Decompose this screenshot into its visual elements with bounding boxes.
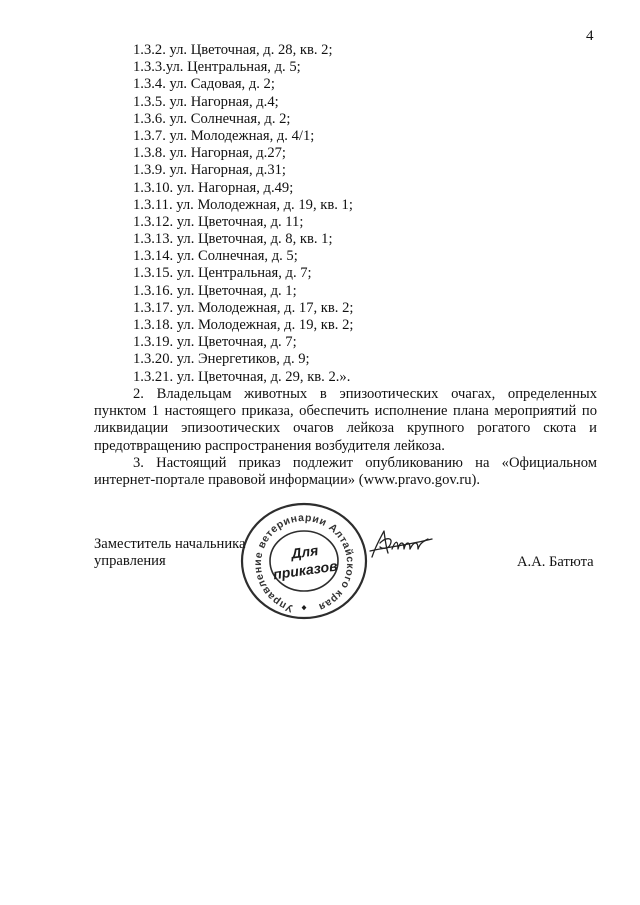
stamp-center-line-2: приказов: [272, 557, 339, 583]
address-item: 1.3.2. ул. Цветочная, д. 28, кв. 2;: [133, 42, 333, 58]
official-stamp-icon: [236, 499, 372, 623]
stamp-center-line-1: Для: [290, 542, 320, 562]
address-item: 1.3.3.ул. Центральная, д. 5;: [133, 59, 301, 76]
address-item: 1.3.13. ул. Цветочная, д. 8, кв. 1;: [133, 231, 333, 248]
signatory-title-line-1: Заместитель начальника: [94, 536, 246, 552]
stamp-ring-text: Управление ветеринарии Алтайского края: [251, 511, 357, 615]
address-item: 1.3.8. ул. Нагорная, д.27;: [133, 145, 286, 162]
address-item: 1.3.21. ул. Цветочная, д. 29, кв. 2.».: [133, 368, 351, 385]
address-item: 1.3.19. ул. Цветочная, д. 7;: [133, 334, 297, 351]
address-item: 1.3.6. ул. Солнечная, д. 2;: [133, 110, 291, 127]
address-item: 1.3.5. ул. Нагорная, д.4;: [133, 93, 279, 110]
signatory-title-line-2: управления: [94, 553, 166, 570]
address-item: 1.3.15. ул. Центральная, д. 7;: [133, 265, 312, 282]
address-item: 1.3.7. ул. Молодежная, д. 4/1;: [133, 127, 315, 144]
address-item: 1.3.4. ул. Садовая, д. 2;: [133, 76, 275, 93]
paragraph-2: 2. Владельцам животных в эпизоотических очагах, определенных пунктом 1 настоящего приказа, обеспечить исполнение плана мероприятий по ликвидации эпизоотических очагов лейкоза крупного рогатого скота и предотвращению распространения возбудителя лейкоза.: [94, 386, 597, 454]
address-item: 1.3.18. ул. Молодежная, д. 19, кв. 2;: [133, 317, 354, 333]
handwritten-signature-icon: [368, 527, 434, 561]
page-number: 4: [586, 28, 594, 44]
address-item: 1.3.12. ул. Цветочная, д. 11;: [133, 213, 304, 230]
signatory-title: [94, 536, 246, 570]
address-list: [133, 42, 353, 386]
signatory-name: А.А. Батюта: [517, 554, 594, 570]
address-item: 1.3.14. ул. Солнечная, д. 5;: [133, 248, 298, 265]
address-item: 1.3.16. ул. Цветочная, д. 1;: [133, 282, 297, 299]
paragraph-3: 3. Настоящий приказ подлежит опубликованию на «Официальном интернет-портале правовой информации» (www.pravo.gov.ru).: [94, 455, 597, 489]
address-item: 1.3.11. ул. Молодежная, д. 19, кв. 1;: [133, 196, 353, 213]
address-item: 1.3.9. ул. Нагорная, д.31;: [133, 162, 286, 179]
address-item: 1.3.20. ул. Энергетиков, д. 9;: [133, 351, 310, 368]
address-item: 1.3.17. ул. Молодежная, д. 17, кв. 2;: [133, 299, 354, 316]
address-item: 1.3.10. ул. Нагорная, д.49;: [133, 179, 294, 196]
